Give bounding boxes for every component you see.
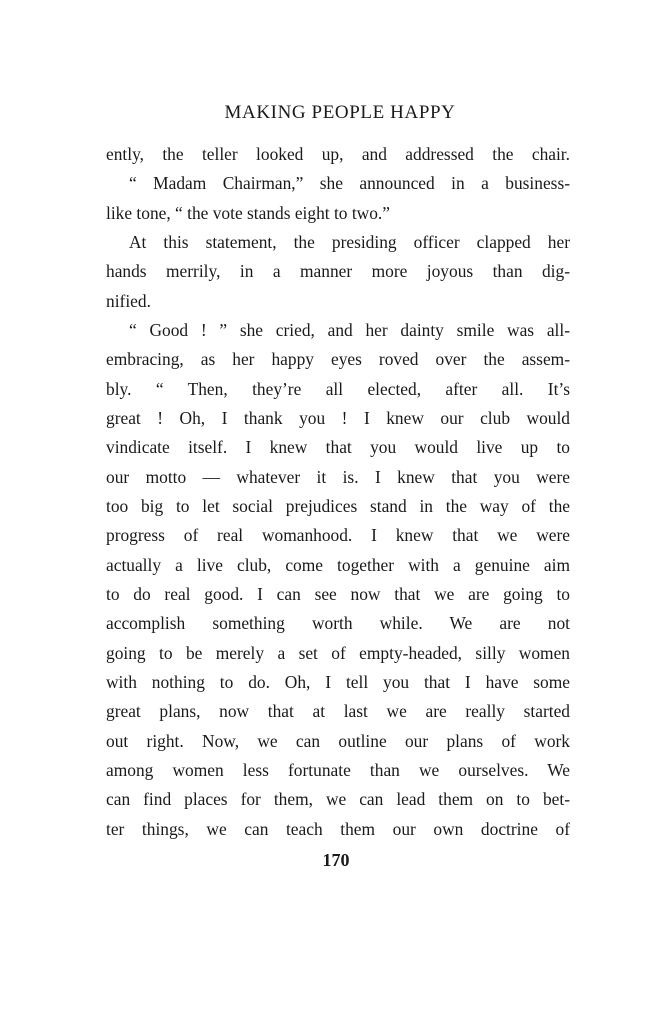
body-text — [106, 140, 570, 844]
text-line: among women less fortunate than we ourselves. We — [106, 759, 570, 780]
text-line: our motto — whatever it is. I knew that you were — [106, 466, 570, 487]
text-line: embracing, as her happy eyes roved over the assem- — [106, 349, 570, 370]
text-line: nified. — [106, 290, 151, 311]
text-line: out right. Now, we can outline our plans of work — [106, 730, 570, 751]
text-line: progress of real womanhood. I knew that we were — [106, 525, 570, 546]
text-line: hands merrily, in a manner more joyous than dig- — [106, 261, 570, 282]
text-line: vindicate itself. I knew that you would live up to — [106, 437, 570, 458]
text-line: with nothing to do. Oh, I tell you that I have some — [106, 671, 570, 692]
text-line: too big to let social prejudices stand in the way of the — [106, 495, 570, 516]
text-line: At this statement, the presiding officer clapped her — [129, 231, 570, 252]
text-line: actually a live club, come together with a genuine aim — [106, 554, 570, 575]
text-line: bly. “ Then, they’re all elected, after all. It’s — [106, 378, 570, 399]
text-line: like tone, “ the vote stands eight to two.” — [106, 202, 390, 223]
text-line: great ! Oh, I thank you ! I knew our club would — [106, 407, 570, 428]
text-line: great plans, now that at last we are really started — [106, 701, 570, 722]
text-line: ently, the teller looked up, and addressed the chair. — [106, 144, 570, 164]
running-head: MAKING PEOPLE HAPPY — [224, 102, 456, 123]
text-line: accomplish something worth while. We are not — [106, 613, 570, 634]
text-line: ter things, we can teach them our own doctrine of — [106, 818, 570, 839]
page-number: 170 — [322, 850, 350, 870]
text-line: “ Madam Chairman,” she announced in a business- — [129, 173, 570, 194]
text-line: to do real good. I can see now that we are going to — [106, 583, 570, 604]
text-line: “ Good ! ” she cried, and her dainty smile was all- — [129, 319, 570, 340]
text-line: can find places for them, we can lead them on to bet- — [106, 789, 570, 810]
text-line: going to be merely a set of empty-headed, silly women — [106, 642, 570, 663]
